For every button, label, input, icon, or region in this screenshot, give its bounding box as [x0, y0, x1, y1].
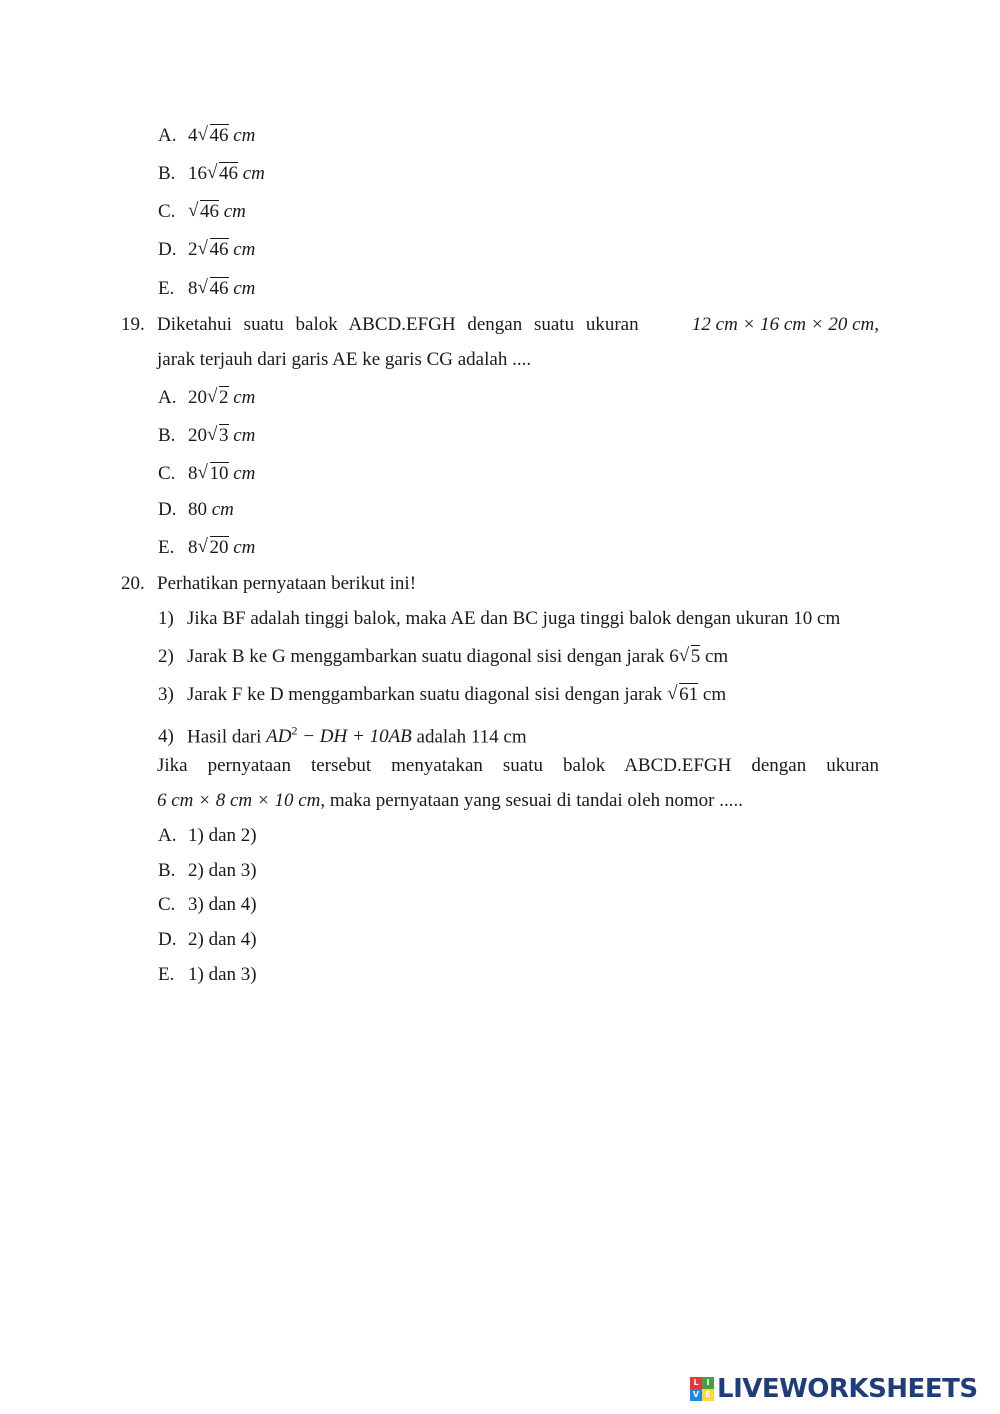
sqrt-symbol: √ 2: [207, 386, 229, 408]
q19-dimensions: 12 cm × 16 cm × 20 cm,: [691, 314, 879, 335]
sqrt-symbol: √ 5: [678, 645, 701, 667]
q18-option-b[interactable]: B. 16 √ 46 cm: [158, 162, 265, 184]
liveworksheets-logo[interactable]: [690, 1374, 978, 1404]
sqrt-symbol: √ 61: [667, 683, 699, 705]
sqrt-symbol: √ 3: [207, 424, 229, 446]
q18-option-d[interactable]: D. 2 √ 46 cm: [158, 238, 256, 260]
q20-stem: 20. Perhatikan pernyataan berikut ini!: [121, 573, 417, 594]
q19-number: 19.: [121, 314, 145, 335]
sqrt-symbol: √ 20: [197, 536, 229, 558]
q19-option-d[interactable]: D. 80 cm: [158, 499, 234, 520]
q20-option-a[interactable]: A. 1) dan 2): [158, 825, 257, 846]
q19-option-c[interactable]: C. 8 √ 10 cm: [158, 462, 256, 484]
sqrt-symbol: √ 46: [197, 238, 229, 260]
q19-stem-text: Diketahui suatu balok ABCD.EFGH dengan suatu ukuran: [157, 314, 639, 335]
q20-statement-3: 3) Jarak F ke D menggambarkan suatu diagonal sisi dengan jarak √ 61 cm: [158, 683, 727, 705]
q19-option-e[interactable]: E. 8 √ 20 cm: [158, 536, 256, 558]
q20-number: 20.: [121, 573, 145, 594]
sqrt-symbol: √ 46: [207, 162, 238, 184]
q20-statement-2: 2) Jarak B ke G menggambarkan suatu diagonal sisi dengan jarak 6 √ 5 cm: [158, 645, 729, 667]
q18-option-e[interactable]: E. 8 √ 46 cm: [158, 277, 256, 299]
sqrt-symbol: √ 46: [188, 200, 219, 222]
q20-option-e[interactable]: E. 1) dan 3): [158, 964, 257, 985]
q20-dimensions: 6 cm × 8 cm × 10 cm: [157, 790, 321, 811]
q19-option-b[interactable]: B. 20 √ 3 cm: [158, 424, 256, 446]
q20-option-b[interactable]: B. 2) dan 3): [158, 860, 257, 881]
q20-statement-1: 1) Jika BF adalah tinggi balok, maka AE dan BC juga tinggi balok dengan ukuran 10 cm: [158, 608, 841, 629]
liveworksheets-logo-text: LIVEWORKSHEETS: [717, 1374, 978, 1404]
q20-expression: $AD^2$ − DH + 10AB: [266, 724, 412, 748]
q19-stem-line1: [121, 313, 879, 337]
sqrt-symbol: √ 46: [197, 277, 229, 299]
q18-option-c[interactable]: C. √ 46 cm: [158, 200, 246, 222]
q20-statement-4: 4) Hasil dari $AD^2$ − DH + 10AB adalah 114 cm: [158, 724, 527, 748]
q20-paragraph-line1: Jika pernyataan tersebut menyatakan suatu balok ABCD.EFGH dengan ukuran: [157, 755, 879, 776]
q20-option-d[interactable]: D. 2) dan 4): [158, 929, 257, 950]
q19-option-a[interactable]: A. 20 √ 2 cm: [158, 386, 256, 408]
q20-paragraph-line2: 6 cm × 8 cm × 10 cm, maka pernyataan yang sesuai di tandai oleh nomor .....: [157, 790, 743, 811]
sqrt-symbol: √ 10: [197, 462, 229, 484]
sqrt-symbol: √ 46: [197, 124, 229, 146]
q20-option-c[interactable]: C. 3) dan 4): [158, 894, 257, 915]
q18-option-a[interactable]: A. 4 √ 46 cm: [158, 124, 256, 146]
q19-stem-line2: jarak terjauh dari garis AE ke garis CG adalah ....: [157, 349, 532, 370]
liveworksheets-logo-icon: L I V E: [690, 1377, 714, 1401]
